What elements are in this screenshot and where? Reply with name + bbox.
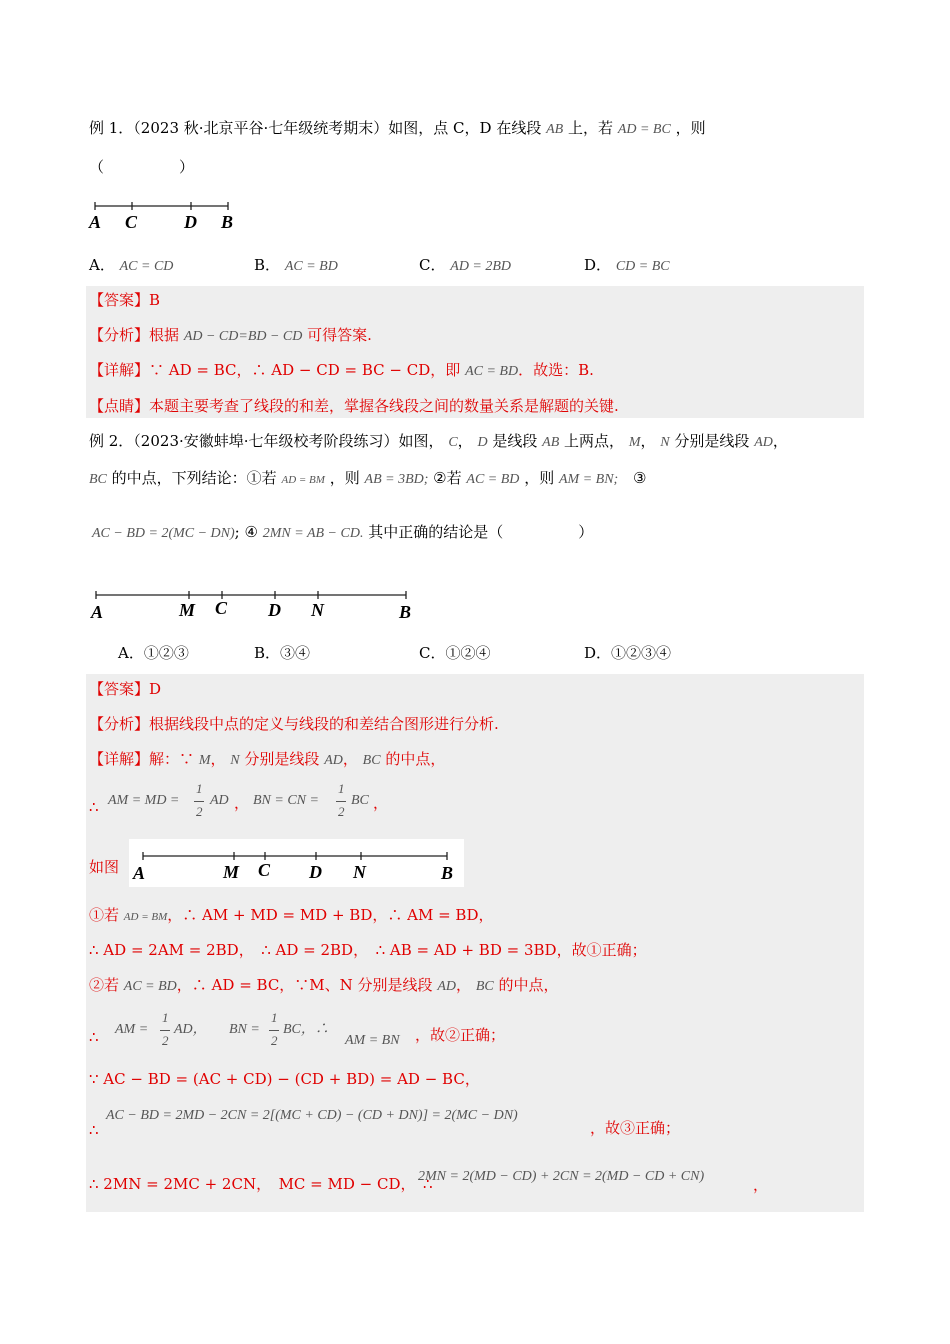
ex2-step2-line1 xyxy=(89,975,559,997)
ex2-option-b xyxy=(254,643,310,663)
answer-value: D xyxy=(149,680,162,698)
ex1-question-line1 xyxy=(89,118,706,140)
step-text: ∴ AD = 2AM = 2BD， ∴ AD = 2BD， ∴ AB = AD + BD = 3BD xyxy=(89,941,557,959)
ex2-ad: AD， xyxy=(174,1022,207,1037)
analysis-tag: 【分析】 xyxy=(89,715,150,733)
option-letter: C． xyxy=(419,256,446,274)
ex2-step3-line1: ∵ AC − BD = (AC + CD) − (CD + BD) = AD − BC， xyxy=(89,1070,480,1088)
step-text: ②若 xyxy=(89,976,120,994)
option-text: ①②④ xyxy=(445,644,491,662)
option-letter: A． xyxy=(118,644,144,662)
frac-den: 2 xyxy=(162,1033,169,1048)
q-text: 上两点， xyxy=(564,432,625,450)
ex2-question-line1: 例 2．（2023·安徽蚌埠·七年级校考阶段练习）如图， C， D 是线段 AB 上两点， M， N 分别是线段 AD， xyxy=(89,432,788,450)
answer-value: B xyxy=(149,291,161,309)
comma: ， xyxy=(234,794,250,812)
ex2-bc: BC，∴ xyxy=(283,1022,329,1037)
ex1-point-d: D xyxy=(184,212,197,232)
ex2-point-b: B xyxy=(399,602,412,622)
option-expr: AC = CD xyxy=(119,259,174,274)
ex2-step3-conclusion: ，故③正确； xyxy=(590,1119,681,1137)
ex2-step1-line2 xyxy=(89,940,647,960)
fig-point-n: N xyxy=(353,862,366,882)
comma: ， xyxy=(753,1176,769,1194)
option-text: ③④ xyxy=(280,644,311,662)
frac-den: 2 xyxy=(271,1033,278,1048)
ex1-condition: AD = BC xyxy=(617,122,671,137)
ex1-comment xyxy=(89,396,619,416)
ex1-point-b: B xyxy=(221,212,234,232)
q-text: ②若 xyxy=(433,469,462,487)
point-n: N xyxy=(230,753,240,768)
ex2-ad: AD xyxy=(210,793,229,808)
segment-bc: BC xyxy=(362,753,381,768)
frac-den: 2 xyxy=(338,804,345,819)
detail-tag: 【详解】 xyxy=(89,750,150,768)
ex2-therefore-1: ∴ xyxy=(89,798,99,816)
ex2-am-md: AM = MD = xyxy=(108,793,180,808)
ex1-option-a xyxy=(89,255,173,277)
step-text: ∴ 2MN = 2MC + 2CN xyxy=(89,1175,257,1193)
frac-num: 1 xyxy=(162,1010,169,1025)
option-letter: B． xyxy=(254,644,281,662)
semicolon: ; xyxy=(234,523,240,541)
ex1-answer-paren: （ ） xyxy=(89,158,195,176)
ex2-bc: BC xyxy=(351,793,369,808)
ex2-point-a: A xyxy=(91,602,104,622)
step-math: AD xyxy=(437,979,457,994)
segment-ab: AB xyxy=(542,435,560,450)
segment-ad: AD xyxy=(324,753,343,768)
ex1-analysis xyxy=(89,325,372,347)
ex2-step4-expr: 2MN = 2(MD − CD) + 2CN = 2(MD − CD + CN) xyxy=(418,1169,705,1184)
option-letter: D． xyxy=(584,256,612,274)
ex2-question-line2 xyxy=(89,468,646,490)
frac-num: 1 xyxy=(338,781,345,796)
ex1-point-c: C xyxy=(125,212,138,232)
q-text: 分别是线段 xyxy=(674,432,750,450)
ex1-segment-figure xyxy=(88,198,238,234)
ex1-segment-ab: AB xyxy=(546,122,564,137)
q-text: ，则 xyxy=(329,469,360,487)
step-math: AC = BD xyxy=(123,979,177,994)
comment-text: 本题主要考查了线段的和差，掌握各线段之间的数量关系是解题的关键. xyxy=(149,397,619,415)
ex1-on-if: 上，若 xyxy=(568,119,614,137)
fig-point-c: C xyxy=(258,860,271,880)
frac-num: 1 xyxy=(196,781,203,796)
analysis-pre: 根据 xyxy=(149,326,180,344)
detail-step4: ．故选：B. xyxy=(518,361,594,379)
circle-3: ③ xyxy=(632,469,647,487)
frac-bar xyxy=(160,1030,170,1031)
detail-step2: ，即 xyxy=(430,361,461,379)
ex2-bn-cn: BN = CN = xyxy=(253,793,319,808)
frac-bar xyxy=(269,1030,279,1031)
ex2-bn: BN = xyxy=(229,1022,260,1037)
answer-tag: 【答案】 xyxy=(89,680,150,698)
ex2-step2-conclusion: ，故②正确； xyxy=(415,1026,506,1044)
comma: ， xyxy=(373,794,389,812)
fig-point-b: B xyxy=(441,863,454,883)
ex2-point-c: C xyxy=(215,598,228,618)
analysis-post: 可得答案. xyxy=(307,326,372,344)
ex2-step4-line xyxy=(89,1174,433,1194)
ex2-fig-prefix: 如图 xyxy=(89,858,120,876)
step-text: ，故①正确； xyxy=(556,941,647,959)
result-4: 2MN = AB − CD. xyxy=(262,526,364,541)
result-3: AC − BD = 2(MC − DN) xyxy=(92,526,235,541)
option-expr: AC = BD xyxy=(284,259,338,274)
analysis-tag: 【分析】 xyxy=(89,326,150,344)
ex1-question-text: 例 1．（2023 秋·北京平谷·七年级统考期末）如图，点 C，D 在线段 xyxy=(89,119,542,137)
frac-den: 2 xyxy=(196,804,203,819)
analysis-expr: AD − CD=BD − CD xyxy=(183,329,303,344)
detail-text: 分别是线段 xyxy=(244,750,320,768)
q-text: ，则 xyxy=(524,469,555,487)
fig-point-m: M xyxy=(223,862,240,882)
analysis-text: 根据线段中点的定义与线段的和差结合图形进行分析. xyxy=(149,715,499,733)
ex2-point-n: N xyxy=(311,600,324,620)
fig-point-d: D xyxy=(309,862,322,882)
result-1: AB = 3BD; xyxy=(364,472,429,487)
comment-tag: 【点睛】 xyxy=(89,397,150,415)
detail-tag: 【详解】 xyxy=(89,361,150,379)
option-expr: CD = BC xyxy=(615,259,670,274)
detail-text: 的中点， xyxy=(385,750,446,768)
step-text: ，∴ AD = BC，∵M、N 分别是线段 xyxy=(176,976,433,994)
segment-bc: BC xyxy=(89,472,107,487)
ex2-step1-line1 xyxy=(89,905,493,927)
q-text: 例 2．（2023·安徽蚌埠·七年级校考阶段练习）如图， xyxy=(89,432,444,450)
detail-text: 解：∵ xyxy=(149,750,195,768)
ex1-option-d xyxy=(584,255,670,277)
option-text: ①②③ xyxy=(143,644,189,662)
point-n: N xyxy=(660,435,670,450)
step-text: ①若 xyxy=(89,906,120,924)
ex2-step3-expr: AC − BD = 2MD − 2CN = 2[(MC + CD) − (CD + DN)] = 2(MC − DN) xyxy=(106,1108,518,1123)
ex2-analysis xyxy=(89,714,499,734)
answer-tag: 【答案】 xyxy=(89,291,150,309)
cond-2: AC = BD xyxy=(466,472,520,487)
option-letter: B． xyxy=(254,256,281,274)
ex2-step2-therefore: ∴ xyxy=(89,1028,99,1046)
segment-ad: AD xyxy=(754,435,773,450)
ex2-detail-intro: 【详解】解：∵ M， N 分别是线段 AD， BC 的中点， xyxy=(89,750,446,768)
ex1-option-c xyxy=(419,255,511,277)
option-letter: D． xyxy=(584,644,612,662)
detail-step1: ∵ AD = BC，∴ AD − CD = BC − CD xyxy=(149,361,431,379)
ex2-point-d: D xyxy=(268,600,281,620)
option-letter: C． xyxy=(419,644,446,662)
ex1-option-b xyxy=(254,255,338,277)
frac-num: 1 xyxy=(271,1010,278,1025)
ex2-option-a xyxy=(118,643,189,663)
point-d: D xyxy=(477,435,488,450)
ex2-step3-therefore: ∴ xyxy=(89,1121,99,1139)
option-letter: A． xyxy=(89,256,115,274)
detail-step3: AC = BD xyxy=(465,364,519,379)
result-2: AM = BN; xyxy=(558,472,619,487)
q-text: 的中点，下列结论：①若 xyxy=(111,469,277,487)
step-text: 的中点， xyxy=(498,976,559,994)
ex1-detail xyxy=(89,360,594,382)
point-m: M xyxy=(628,435,641,450)
ex2-question-line3 xyxy=(92,522,593,544)
cond-1: AD = BM xyxy=(281,474,325,486)
step-math: AD = BM xyxy=(123,911,168,923)
ex2-inline-figure xyxy=(131,843,461,883)
ex1-answer xyxy=(89,290,160,310)
step-text: ， xyxy=(456,976,472,994)
ex2-segment-figure xyxy=(88,587,418,623)
ex2-option-c xyxy=(419,643,491,663)
fig-point-a: A xyxy=(133,863,146,883)
ex2-answer xyxy=(89,679,161,699)
q-text: 其中正确的结论是（ ） xyxy=(368,523,594,541)
ex2-option-d xyxy=(584,643,671,663)
ex2-am: AM = xyxy=(115,1022,149,1037)
q-text: 是线段 xyxy=(492,432,538,450)
ex1-then: ，则 xyxy=(675,119,706,137)
point-c: C xyxy=(448,435,458,450)
point-m: M xyxy=(198,753,211,768)
step-text: ， ∴ xyxy=(400,1175,433,1193)
ex2-am-bn: AM = BN xyxy=(345,1033,400,1048)
step-text: ，∴ AM + MD = MD + BD，∴ AM = BD， xyxy=(167,906,494,924)
option-text: ①②③④ xyxy=(611,644,672,662)
step-text: ， MC = MD − CD xyxy=(256,1175,401,1193)
ex1-point-a: A xyxy=(89,212,102,232)
circle-4: ④ xyxy=(244,523,258,541)
option-expr: AD = 2BD xyxy=(450,259,512,274)
ex2-point-m: M xyxy=(179,600,196,620)
step-math: BC xyxy=(475,979,494,994)
